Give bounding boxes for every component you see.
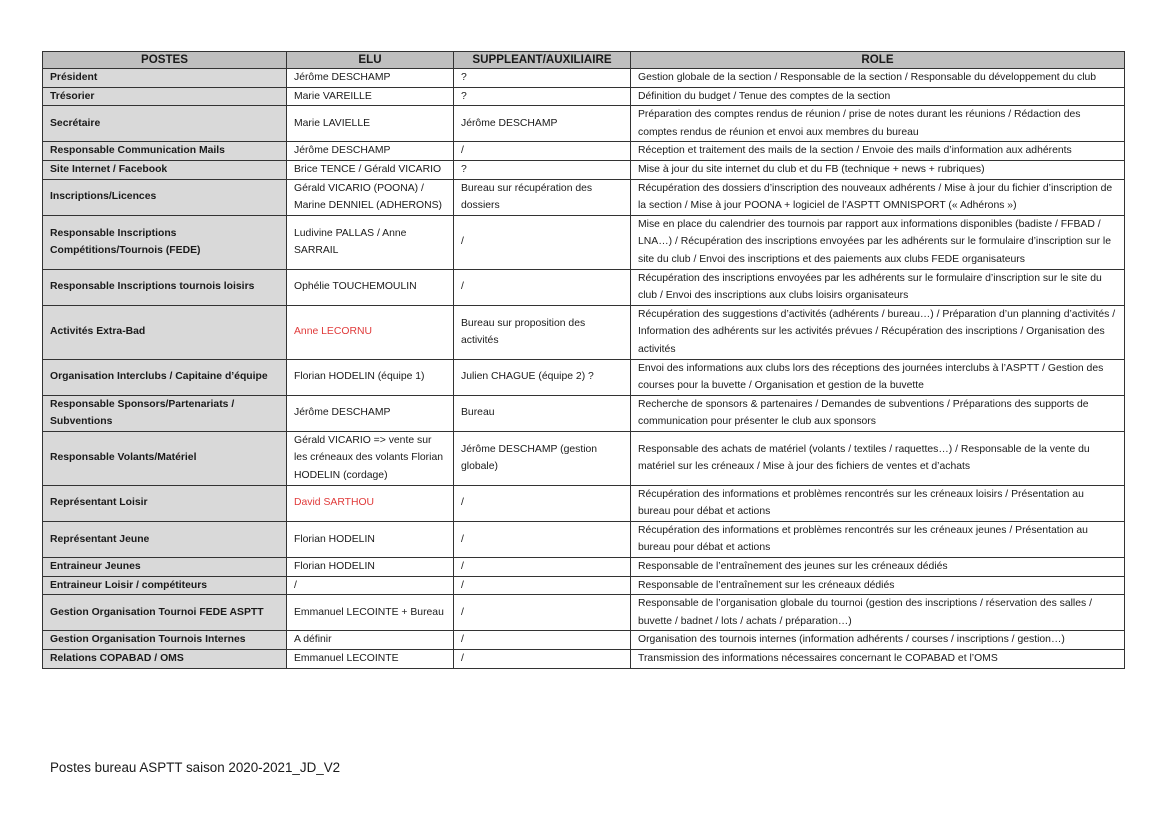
suppleant-cell: /	[454, 521, 631, 557]
poste-cell: Inscriptions/Licences	[43, 179, 287, 215]
table-row	[43, 395, 1125, 431]
table-row	[43, 650, 1125, 669]
document-caption: Postes bureau ASPTT saison 2020-2021_JD_V2	[50, 760, 341, 775]
role-cell: Mise à jour du site internet du club et du FB (technique + news + rubriques)	[631, 160, 1125, 179]
suppleant-cell: /	[454, 631, 631, 650]
suppleant-cell: ?	[454, 69, 631, 88]
role-cell: Récupération des inscriptions envoyées par les adhérents sur le formulaire d’inscription sur le site du club / Envoi des inscriptions aux clubs loisirs organisateurs	[631, 269, 1125, 305]
elu-cell: Brice TENCE / Gérald VICARIO	[287, 160, 454, 179]
suppleant-cell: /	[454, 269, 631, 305]
elu-cell: A définir	[287, 631, 454, 650]
poste-cell: Président	[43, 69, 287, 88]
postes-table	[42, 51, 1125, 669]
suppleant-cell: Bureau sur récupération des dossiers	[454, 179, 631, 215]
poste-cell: Gestion Organisation Tournoi FEDE ASPTT	[43, 595, 287, 631]
suppleant-cell: Jérôme DESCHAMP	[454, 106, 631, 142]
table-row	[43, 160, 1125, 179]
role-cell: Préparation des comptes rendus de réunion / prise de notes durant les réunions / Rédaction des comptes rendus de réunion et envoi aux membres du bureau	[631, 106, 1125, 142]
elu-cell: David SARTHOU	[287, 485, 454, 521]
table-row	[43, 359, 1125, 395]
suppleant-cell: /	[454, 558, 631, 577]
poste-cell: Représentant Jeune	[43, 521, 287, 557]
suppleant-cell: /	[454, 595, 631, 631]
elu-cell: Ophélie TOUCHEMOULIN	[287, 269, 454, 305]
header-postes: POSTES	[43, 52, 287, 69]
role-cell: Récupération des informations et problèmes rencontrés sur les créneaux loisirs / Présentation au bureau pour débat et actions	[631, 485, 1125, 521]
role-cell: Définition du budget / Tenue des comptes de la section	[631, 87, 1125, 106]
table-row	[43, 269, 1125, 305]
suppleant-cell: ?	[454, 160, 631, 179]
role-cell: Récupération des dossiers d’inscription des nouveaux adhérents / Mise à jour du fichier d’inscription de la section / Mise à jour POONA + logiciel de l’ASPTT OMNISPORT (« Adhérons »)	[631, 179, 1125, 215]
role-cell: Envoi des informations aux clubs lors des réceptions des journées interclubs à l’ASPTT / Gestion des courses pour la buvette / Organisation et gestion de la buvette	[631, 359, 1125, 395]
suppleant-cell: /	[454, 576, 631, 595]
role-cell: Mise en place du calendrier des tournois par rapport aux informations disponibles (badiste / FFBAD / LNA…) / Récupération des inscriptions envoyées par les adhérents sur le formulaire d’inscription sur le site du club / Envoi des inscriptions et des paiements aux clubs FEDE organisateurs	[631, 215, 1125, 269]
poste-cell: Représentant Loisir	[43, 485, 287, 521]
poste-cell: Responsable Inscriptions Compétitions/Tournois (FEDE)	[43, 215, 287, 269]
table-row	[43, 595, 1125, 631]
table-row	[43, 521, 1125, 557]
table-row	[43, 106, 1125, 142]
elu-cell: Emmanuel LECOINTE + Bureau	[287, 595, 454, 631]
elu-cell: Florian HODELIN	[287, 521, 454, 557]
table-row	[43, 87, 1125, 106]
poste-cell: Entraineur Loisir / compétiteurs	[43, 576, 287, 595]
poste-cell: Responsable Inscriptions tournois loisirs	[43, 269, 287, 305]
poste-cell: Entraineur Jeunes	[43, 558, 287, 577]
elu-cell: Gérald VICARIO (POONA) / Marine DENNIEL (ADHERONS)	[287, 179, 454, 215]
elu-cell: Jérôme DESCHAMP	[287, 395, 454, 431]
role-cell: Gestion globale de la section / Responsable de la section / Responsable du développement du club	[631, 69, 1125, 88]
suppleant-cell: /	[454, 215, 631, 269]
suppleant-cell: ?	[454, 87, 631, 106]
role-cell: Responsable des achats de matériel (volants / textiles / raquettes…) / Responsable de la vente du matériel sur les créneaux / Mise à jour des fichiers de ventes et d’achats	[631, 431, 1125, 485]
role-cell: Récupération des informations et problèmes rencontrés sur les créneaux jeunes / Présentation au bureau pour débat et actions	[631, 521, 1125, 557]
table-row	[43, 631, 1125, 650]
table-row	[43, 485, 1125, 521]
poste-cell: Trésorier	[43, 87, 287, 106]
suppleant-cell: Julien CHAGUE (équipe 2) ?	[454, 359, 631, 395]
elu-cell: Ludivine PALLAS / Anne SARRAIL	[287, 215, 454, 269]
elu-cell: /	[287, 576, 454, 595]
role-cell: Responsable de l’organisation globale du tournoi (gestion des inscriptions / réservation des salles / buvette / badnet / lots / achats / préparation…)	[631, 595, 1125, 631]
elu-cell: Jérôme DESCHAMP	[287, 142, 454, 161]
elu-cell: Anne LECORNU	[287, 305, 454, 359]
suppleant-cell: Jérôme DESCHAMP (gestion globale)	[454, 431, 631, 485]
poste-cell: Responsable Communication Mails	[43, 142, 287, 161]
role-cell: Recherche de sponsors & partenaires / Demandes de subventions / Préparations des supports de communication pour présenter le club aux sponsors	[631, 395, 1125, 431]
elu-cell: Marie LAVIELLE	[287, 106, 454, 142]
table-row	[43, 576, 1125, 595]
poste-cell: Relations COPABAD / OMS	[43, 650, 287, 669]
table-row	[43, 431, 1125, 485]
table-row	[43, 558, 1125, 577]
elu-cell: Gérald VICARIO => vente sur les créneaux des volants Florian HODELIN (cordage)	[287, 431, 454, 485]
table-row	[43, 69, 1125, 88]
header-suppleant: SUPPLEANT/AUXILIAIRE	[454, 52, 631, 69]
poste-cell: Gestion Organisation Tournois Internes	[43, 631, 287, 650]
suppleant-cell: /	[454, 142, 631, 161]
role-cell: Responsable de l’entraînement des jeunes sur les créneaux dédiés	[631, 558, 1125, 577]
poste-cell: Responsable Volants/Matériel	[43, 431, 287, 485]
elu-cell: Emmanuel LECOINTE	[287, 650, 454, 669]
table-header-row	[43, 52, 1125, 69]
poste-cell: Secrétaire	[43, 106, 287, 142]
table-row	[43, 215, 1125, 269]
poste-cell: Organisation Interclubs / Capitaine d’équipe	[43, 359, 287, 395]
role-cell: Responsable de l’entraînement sur les créneaux dédiés	[631, 576, 1125, 595]
header-role: ROLE	[631, 52, 1125, 69]
table-row	[43, 305, 1125, 359]
role-cell: Récupération des suggestions d’activités (adhérents / bureau…) / Préparation d’un planning d’activités / Information des adhérents sur les activités prévues / Récupération des inscriptions / Organisation des activités	[631, 305, 1125, 359]
table-row	[43, 142, 1125, 161]
header-elu: ELU	[287, 52, 454, 69]
poste-cell: Activités Extra-Bad	[43, 305, 287, 359]
role-cell: Organisation des tournois internes (information adhérents / courses / inscriptions / gestion…)	[631, 631, 1125, 650]
suppleant-cell: /	[454, 485, 631, 521]
suppleant-cell: Bureau sur proposition des activités	[454, 305, 631, 359]
elu-cell: Florian HODELIN (équipe 1)	[287, 359, 454, 395]
elu-cell: Jérôme DESCHAMP	[287, 69, 454, 88]
role-cell: Réception et traitement des mails de la section / Envoie des mails d’information aux adhérents	[631, 142, 1125, 161]
elu-cell: Marie VAREILLE	[287, 87, 454, 106]
suppleant-cell: /	[454, 650, 631, 669]
role-cell: Transmission des informations nécessaires concernant le COPABAD et l’OMS	[631, 650, 1125, 669]
poste-cell: Site Internet / Facebook	[43, 160, 287, 179]
table-row	[43, 179, 1125, 215]
suppleant-cell: Bureau	[454, 395, 631, 431]
elu-cell: Florian HODELIN	[287, 558, 454, 577]
poste-cell: Responsable Sponsors/Partenariats / Subventions	[43, 395, 287, 431]
